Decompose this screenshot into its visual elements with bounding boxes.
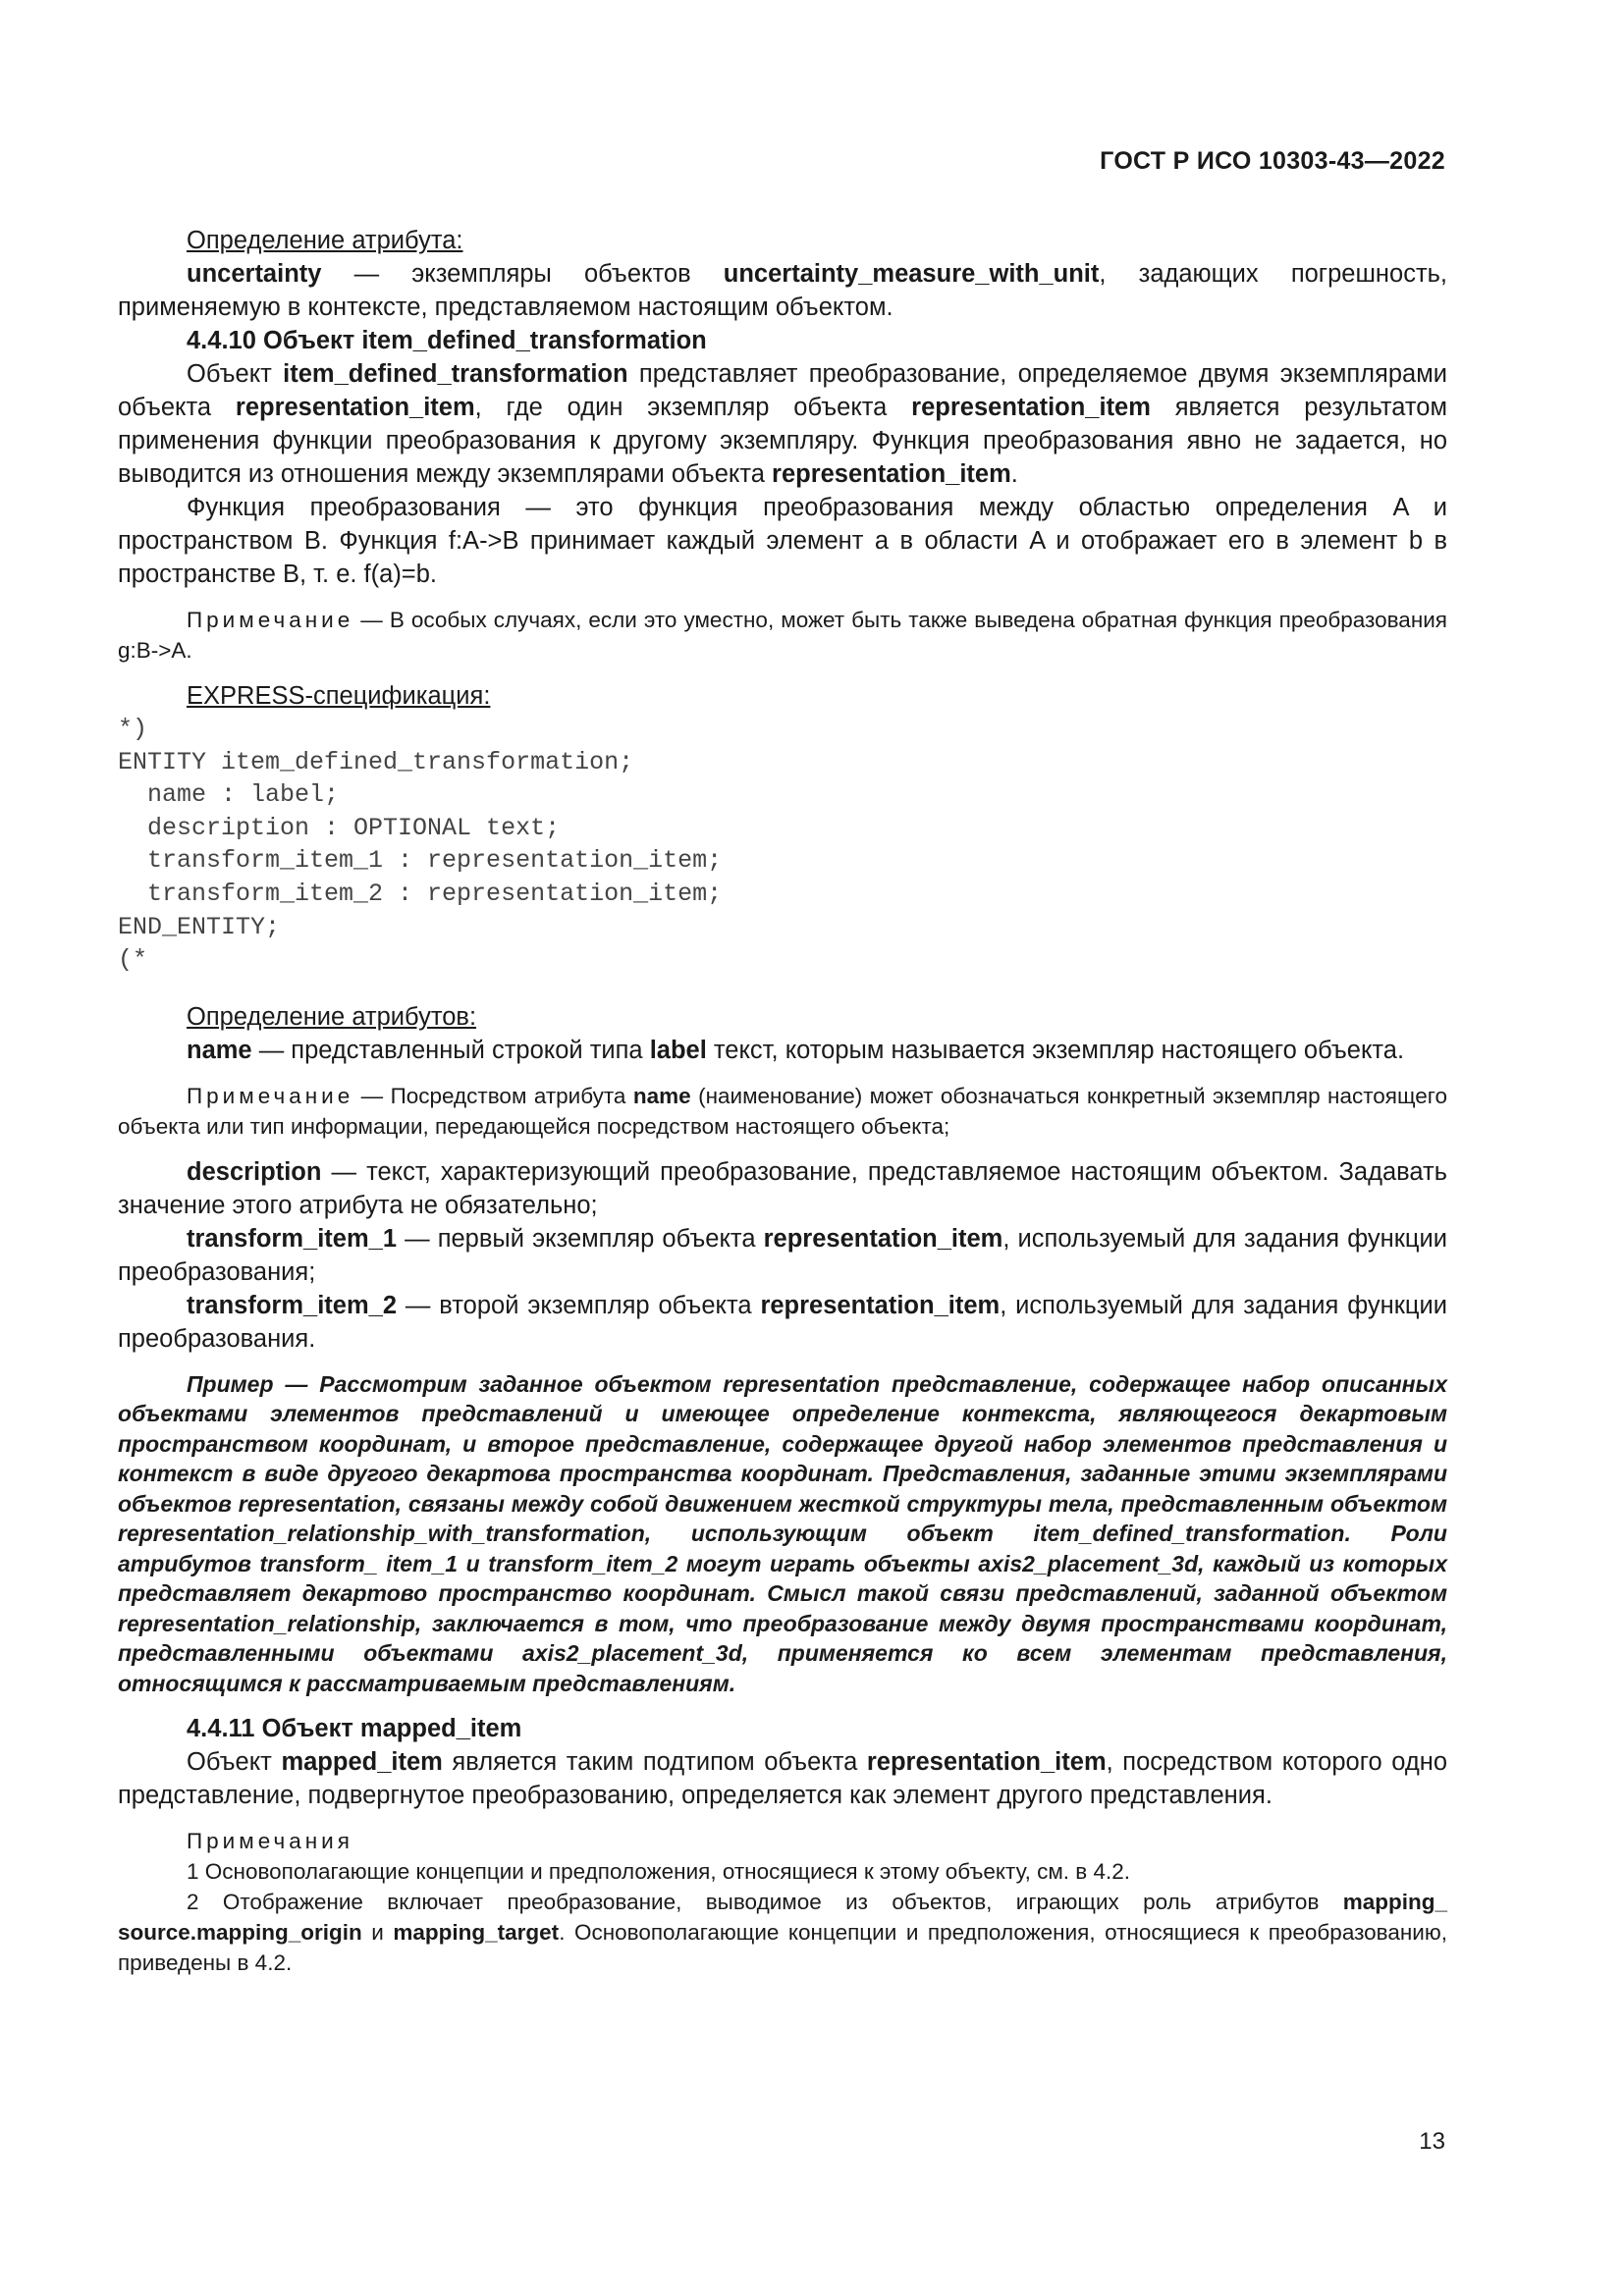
notes-label: Примечания xyxy=(187,1829,353,1854)
page-number: 13 xyxy=(1419,2128,1445,2155)
section-heading-4-4-10: 4.4.10 Объект item_defined_transformation xyxy=(187,327,707,354)
section-4-4-10-paragraph-1: Объект item_defined_transformation представляет преобразование, определяемое двумя экземплярами объекта representation_item, где один экземпляр объекта representation_item является результатом применения функции преобразования к другому экземпляру. Функция преобразования явно не задается, но выводится из отношения между экземплярами объекта representation_item. xyxy=(118,360,1447,488)
description-attribute-definition: description — текст, характеризующий преобразование, представляемое настоящим объектом. Задавать значение этого атрибута не обязательно; xyxy=(118,1157,1447,1219)
transform-item-2-definition: transform_item_2 — второй экземпляр объекта representation_item, используемый для задания функции преобразования. xyxy=(118,1291,1447,1353)
name-attribute-definition: name — представленный строкой типа label текст, которым называется экземпляр настоящего объекта. xyxy=(187,1036,1405,1064)
attribute-definition-heading: Определение атрибута: xyxy=(187,227,463,254)
example-paragraph: Пример — Рассмотрим заданное объектом representation представление, содержащее набор описанных объектами элементов представлений и имеющее определение контекста, являющегося декартовым пространством координат, и второе представление, содержащее другой набор элементов представления и контекст в виде другого декартова пространства координат. Представления, заданные этими экземплярами объектов representation, связаны между собой движением жесткой структуры тела, представленным объектом representation_relationship_with_transformation, использующим объект item_defined_transformation. Роли атрибутов transform_ item_1 и transform_item_2 могут играть объекты axis2_placement_3d, каждый из которых представляет декартово пространство координат. Смысл такой связи представлений, заданной объектом representation_relationship, заключается в том, что преобразование между двумя пространствами координат, представленными объектами axis2_placement_3d, применяется ко всем элементам представления, относящимся к рассматриваемым представлениям. xyxy=(118,1370,1447,1696)
note-name-attribute: Примечание — Посредством атрибута name (наименование) может обозначаться конкретный экземпляр настоящего объекта или тип информации, передающейся посредством настоящего объекта; xyxy=(118,1083,1447,1139)
attributes-definition-heading: Определение атрибутов: xyxy=(187,1002,477,1031)
express-spec-heading: EXPRESS-спецификация: xyxy=(187,682,491,710)
transform-item-1-definition: transform_item_1 — первый экземпляр объекта representation_item, используемый для задания функции преобразования; xyxy=(118,1224,1447,1286)
section-heading-4-4-11: 4.4.11 Объект mapped_item xyxy=(187,1715,522,1743)
uncertainty-definition: uncertainty — экземпляры объектов uncertainty_measure_with_unit, задающих погрешность, применяемую в контексте, представляемом настоящим объектом. xyxy=(118,260,1447,321)
express-code-block: *) ENTITY item_defined_transformation; name : label; description : OPTIONAL text; transform_item_1 : representation_item; transform_item_2 : representation_item; END_ENTITY; (* xyxy=(118,715,723,975)
page-content xyxy=(118,224,1447,1978)
section-4-4-10-paragraph-2: Функция преобразования — это функция преобразования между областью определения A и пространством B. Функция f:A->B принимает каждый элемент a в области A и отображает его в элемент b в пространстве B, т. е. f(a)=b. xyxy=(118,494,1447,588)
note-1: 1 Основополагающие концепции и предположения, относящиеся к этому объекту, см. в 4.2. xyxy=(187,1859,1131,1885)
section-4-4-11-paragraph-1: Объект mapped_item является таким подтипом объекта representation_item, посредством которого одно представление, подвергнутое преобразованию, определяется как элемент другого представления. xyxy=(118,1748,1448,1810)
standard-id-header: ГОСТ Р ИСО 10303-43—2022 xyxy=(1100,147,1445,175)
note-inverse-function: Примечание — В особых случаях, если это уместно, может быть также выведена обратная функция преобразования g:B->A. xyxy=(118,608,1447,663)
note-2: 2 Отображение включает преобразование, выводимое из объектов, играющих роль атрибутов mapping_ source.mapping_origin и mapping_target. Основополагающие концепции и предположения, относящиеся к преобразованию, приведены в 4.2. xyxy=(118,1890,1447,1976)
